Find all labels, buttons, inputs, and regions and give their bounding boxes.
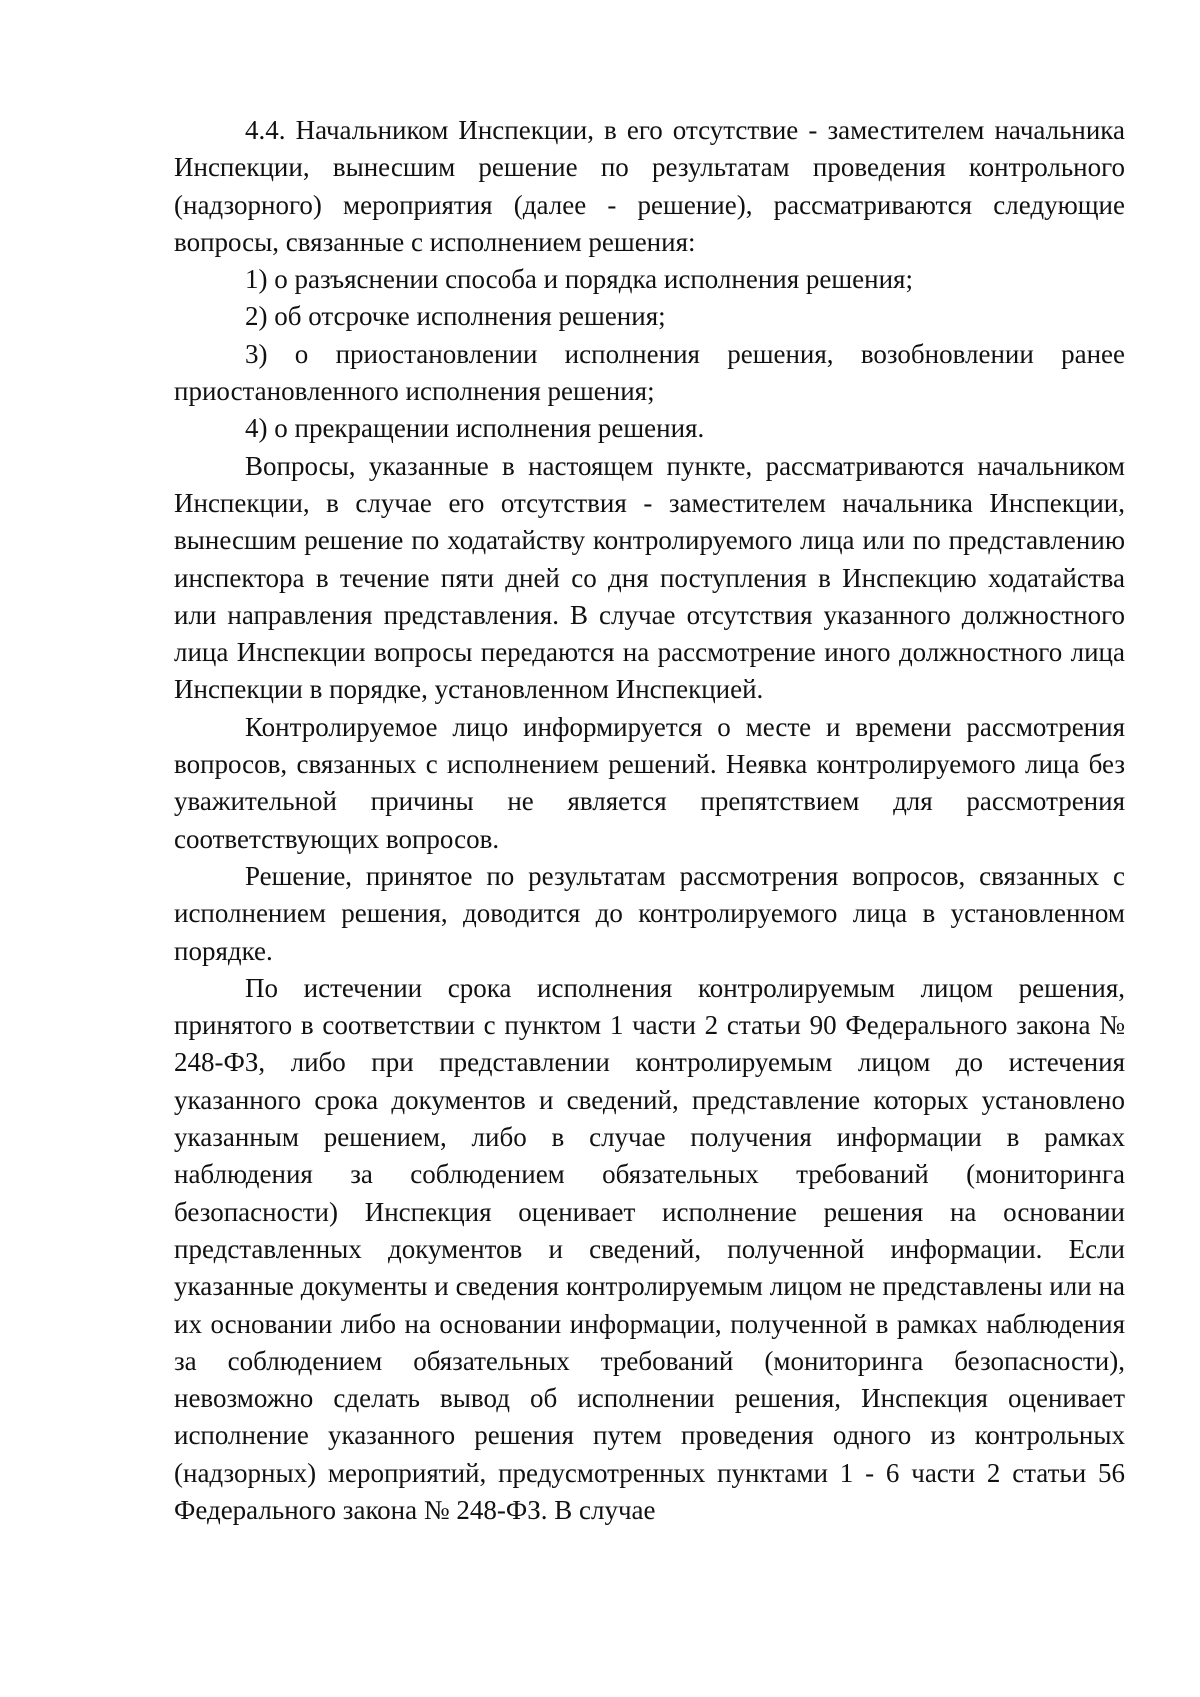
paragraph-notification: Контролируемое лицо информируется о месте и времени рассмотрения вопросов, связанных с исполнением решений. Неявка контролируемого лица без уважительной причины не является препятствием для рассмотрения соответствующих вопросов.: [174, 711, 1125, 854]
list-item-1: 1) о разъяснении способа и порядка исполнения решения;: [245, 264, 913, 295]
paragraph-execution-assessment: По истечении срока исполнения контролируемым лицом решения, принятого в соответствии с пунктом 1 части 2 статьи 90 Федерального закона № 248-ФЗ, либо при представлении контролируемым лицом до истечения указанного срока документов и сведений, представление которых установлено указанным решением, либо в случае получения информации в рамках наблюдения за соблюдением обязательных требований (мониторинга безопасности) Инспекция оценивает исполнение решения на основании представленных документов и сведений, полученной информации. Если указанные документы и сведения контролируемым лицом не представлены или на их основании либо на основании информации, полученной в рамках наблюдения за соблюдением обязательных требований (мониторинга безопасности), невозможно сделать вывод об исполнении решения, Инспекция оценивает исполнение указанного решения путем проведения одного из контрольных (надзорных) мероприятий, предусмотренных пунктами 1 - 6 части 2 статьи 56 Федерального закона № 248-ФЗ. В случае: [174, 972, 1125, 1525]
paragraph-4-4-intro: 4.4. Начальником Инспекции, в его отсутствие - заместителем начальника Инспекции, вынесшим решение по результатам проведения контрольного (надзорного) мероприятия (далее - решение), рассматриваются следующие вопросы, связанные с исполнением решения:: [174, 115, 1125, 257]
paragraph-questions-review: Вопросы, указанные в настоящем пункте, рассматриваются начальником Инспекции, в случае его отсутствия - заместителем начальника Инспекции, вынесшим решение по ходатайству контролируемого лица или по представлению инспектора в течение пяти дней со дня поступления в Инспекцию ходатайства или направления представления. В случае отсутствия указанного должностного лица Инспекции вопросы передаются на рассмотрение иного должностного лица Инспекции в порядке, установленном Инспекцией.: [174, 450, 1125, 705]
document-page: [174, 112, 1125, 1529]
list-item-3: 3) о приостановлении исполнения решения, возобновлении ранее приостановленного исполнения решения;: [174, 338, 1125, 407]
list-item-2: 2) об отсрочке исполнения решения;: [245, 301, 666, 332]
list-item-4: 4) о прекращении исполнения решения.: [245, 413, 705, 444]
paragraph-decision-communicated: Решение, принятое по результатам рассмотрения вопросов, связанных с исполнением решения, доводится до контролируемого лица в установленном порядке.: [174, 860, 1125, 966]
